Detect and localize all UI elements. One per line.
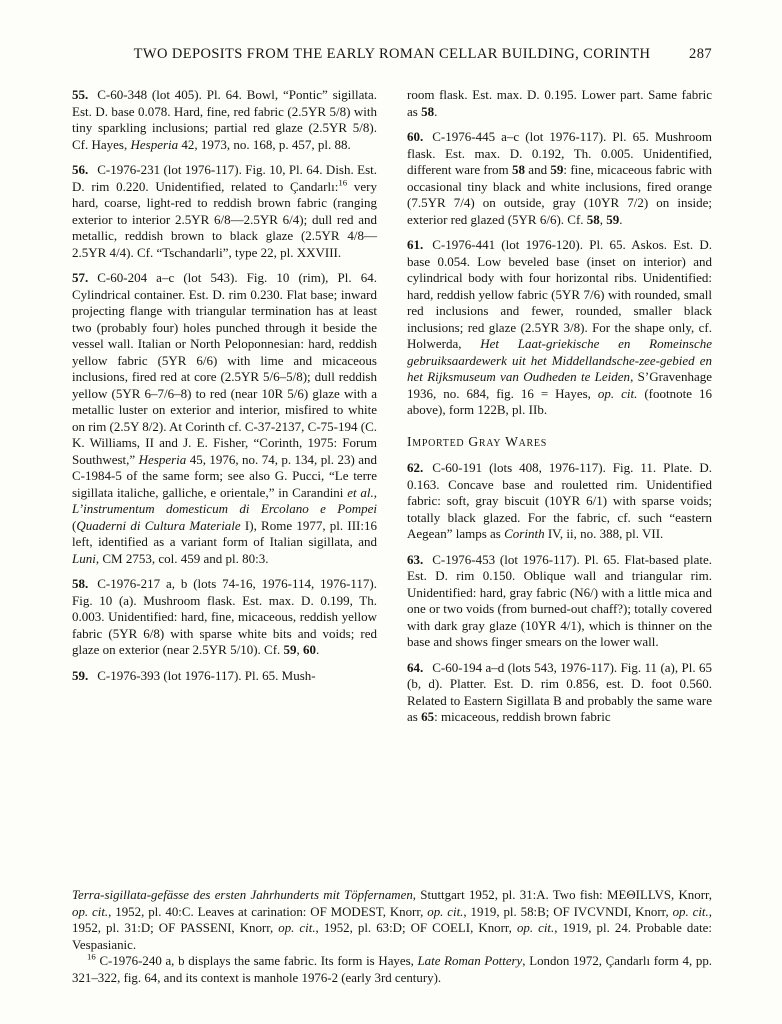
entry-59: 59. C-1976-393 (lot 1976-117). Pl. 65. Mush- bbox=[72, 667, 316, 683]
section-heading-imported-gray-wares: Imported Gray Wares bbox=[407, 433, 547, 449]
entry-60: 60. C-1976-445 a–c (lot 1976-117). Pl. 65. Mushroom flask. Est. max. D. 0.192, Th. 0.005. Unidentified, different ware from 58 and 59: fine, micaceous fabric with occasional tiny black and white inclusions, fired orange (7.5YR 7/4) on outside, gray (10YR 7/2) on inside; exterior red glazed (5YR 6/6). Cf. 58, 59. bbox=[407, 129, 712, 227]
page-header bbox=[72, 46, 712, 63]
entry-62: 62. C-60-191 (lots 408, 1976-117). Fig. 11. Plate. D. 0.163. Concave base and rouletted rim. Unidentified fabric: soft, gray biscuit (10YR 6/1) with sparse voids; totally black glazed. For the fabric, cf. such “eastern Aegean” lamps as Corinth IV, ii, no. 388, pl. VII. bbox=[407, 460, 712, 541]
page-number: 287 bbox=[689, 46, 712, 62]
entry-63: 63. C-1976-453 (lot 1976-117). Pl. 65. Flat-based plate. Est. D. rim 0.150. Oblique wall and triangular rim. Unidentified: hard, gray fabric (N6/) with a little mica and one or two voids (from burned-out chaff?); totally covered with dark gray glaze (10YR 4/1), which is thinner on the base and shows finger smears on the lower wall. bbox=[407, 551, 712, 649]
entry-56: 56. C-1976-231 (lot 1976-117). Fig. 10, Pl. 64. Dish. Est. D. rim 0.220. Unidentified, related to Çandarlı:$^{16}$ very hard, coarse, light-red to reddish brown fabric (ranging exterior to interior 2.5YR 6/8—2.5YR 6/4); dull red and metallic, reddish brown to black glaze (2.5YR 4/8—2.5YR 4/4). Cf. “Tschandarli”, type 22, pl. XXVIII. bbox=[72, 162, 377, 260]
two-column-body bbox=[72, 87, 712, 849]
entry-64: 64. C-60-194 a–d (lots 543, 1976-117). Fig. 11 (a), Pl. 65 (b, d). Platter. Est. D. rim 0.856, est. D. foot 0.560. Related to Eastern Sigillata B and probably the same ware as 65: micaceous, reddish brown fabric bbox=[407, 659, 712, 724]
entry-55: 55. C-60-348 (lot 405). Pl. 64. Bowl, “Pontic” sigillata. Est. D. base 0.078. Hard, fine, red fabric (2.5YR 5/8) with tiny sparkling inclusions; partial red glaze (2.5YR 5/8). Cf. Hayes, Hesperia 42, 1973, no. 168, p. 457, pl. 88. bbox=[72, 87, 377, 152]
footnote-block bbox=[72, 887, 712, 987]
left-column bbox=[72, 87, 377, 849]
entry-57: 57. C-60-204 a–c (lot 543). Fig. 10 (rim), Pl. 64. Cylindrical container. Est. D. rim 0.230. Flat base; inward projecting flange with triangular termination has at least two (probably four) holes punched through it beside the vessel wall. Italian or North Peloponnesian: hard, reddish yellow fabric (5YR 6/6) with lime and micaceous inclusions, fired red at core (2.5YR 5/6–5/8); dull reddish yellow (5YR 6–7/6–8) to red (near 10R 5/6) glaze with a metallic luster on exterior and interior, misfired to white on rim (2.5Y 8/2). At Corinth cf. C-37-2137, C-75-194 (C. K. Williams, II and J. E. Fisher, “Corinth, 1975: Forum Southwest,” Hesperia 45, 1976, no. 74, p. 134, pl. 23) and C-1984-5 of the same form; see also G. Pucci, “Le terre sigillata italiche, galliche, e orientale,” in Carandini et al., L’instrumentum domesticum di Ercolano e Pompei (Quaderni di Cultura Materiale I), Rome 1977, pl. III:16 left, identified as a variant form of Italian sigillata, and Luni, CM 2753, col. 459 and pl. 80:3. bbox=[72, 270, 377, 566]
entry-61: 61. C-1976-441 (lot 1976-120). Pl. 65. Askos. Est. D. base 0.054. Low beveled base (inset on interior) and cylindrical body with four horizontal ribs. Unidentified: hard, reddish yellow fabric (5YR 7/6) with rounded, small red inclusions and fewer, rounded, smaller black inclusions; red glaze (2.5YR 3/8). For the shape only, cf. Holwerda, Het Laat-griekische en Romeinsche gebruiksaardewerk uit het Middellandsche-zee-gebied en het Rijksmuseum van Oudheden te Leiden, S’Gravenhage 1936, no. 684, fig. 16 = Hayes, op. cit. (footnote 16 above), form 122B, pl. IIb. bbox=[407, 237, 712, 417]
footnote-15-continuation: Terra-sigillata-gefässe des ersten Jahrhunderts mit Töpfernamen, Stuttgart 1952, pl. 31:A. Two fish: MEΘILLVS, Knorr, op. cit., 1952, pl. 40:C. Leaves at carination: OF MODEST, Knorr, op. cit., 1919, pl. 58:B; OF IVCVNDI, Knorr, op. cit., 1952, pl. 31:D; OF PASSENI, Knorr, op. cit., 1952, pl. 63:D; OF COELI, Knorr, op. cit., 1919, pl. 24. Probable date: Vespasianic. bbox=[72, 888, 712, 952]
running-title: TWO DEPOSITS FROM THE EARLY ROMAN CELLAR BUILDING, CORINTH bbox=[133, 46, 651, 62]
entry-58: 58. C-1976-217 a, b (lots 74-16, 1976-114, 1976-117). Fig. 10 (a). Mushroom flask. Est. max. D. 0.199, Th. 0.003. Unidentified: hard, fine, micaceous, reddish yellow fabric (5YR 6/8) with sparse white bits and voids; red glaze on exterior (near 2.5YR 5/10). Cf. 59, 60. bbox=[72, 576, 377, 657]
footnote-16: $^{16}$ C-1976-240 a, b displays the same fabric. Its form is Hayes, Late Roman Pottery, London 1972, Çandarlı form 4, pp. 321–322, fig. 64, and its context is manhole 1976-2 (early 3rd century). bbox=[72, 952, 712, 985]
right-column bbox=[407, 87, 712, 849]
entry-59-continuation: room flask. Est. max. D. 0.195. Lower part. Same fabric as 58. bbox=[407, 87, 712, 119]
